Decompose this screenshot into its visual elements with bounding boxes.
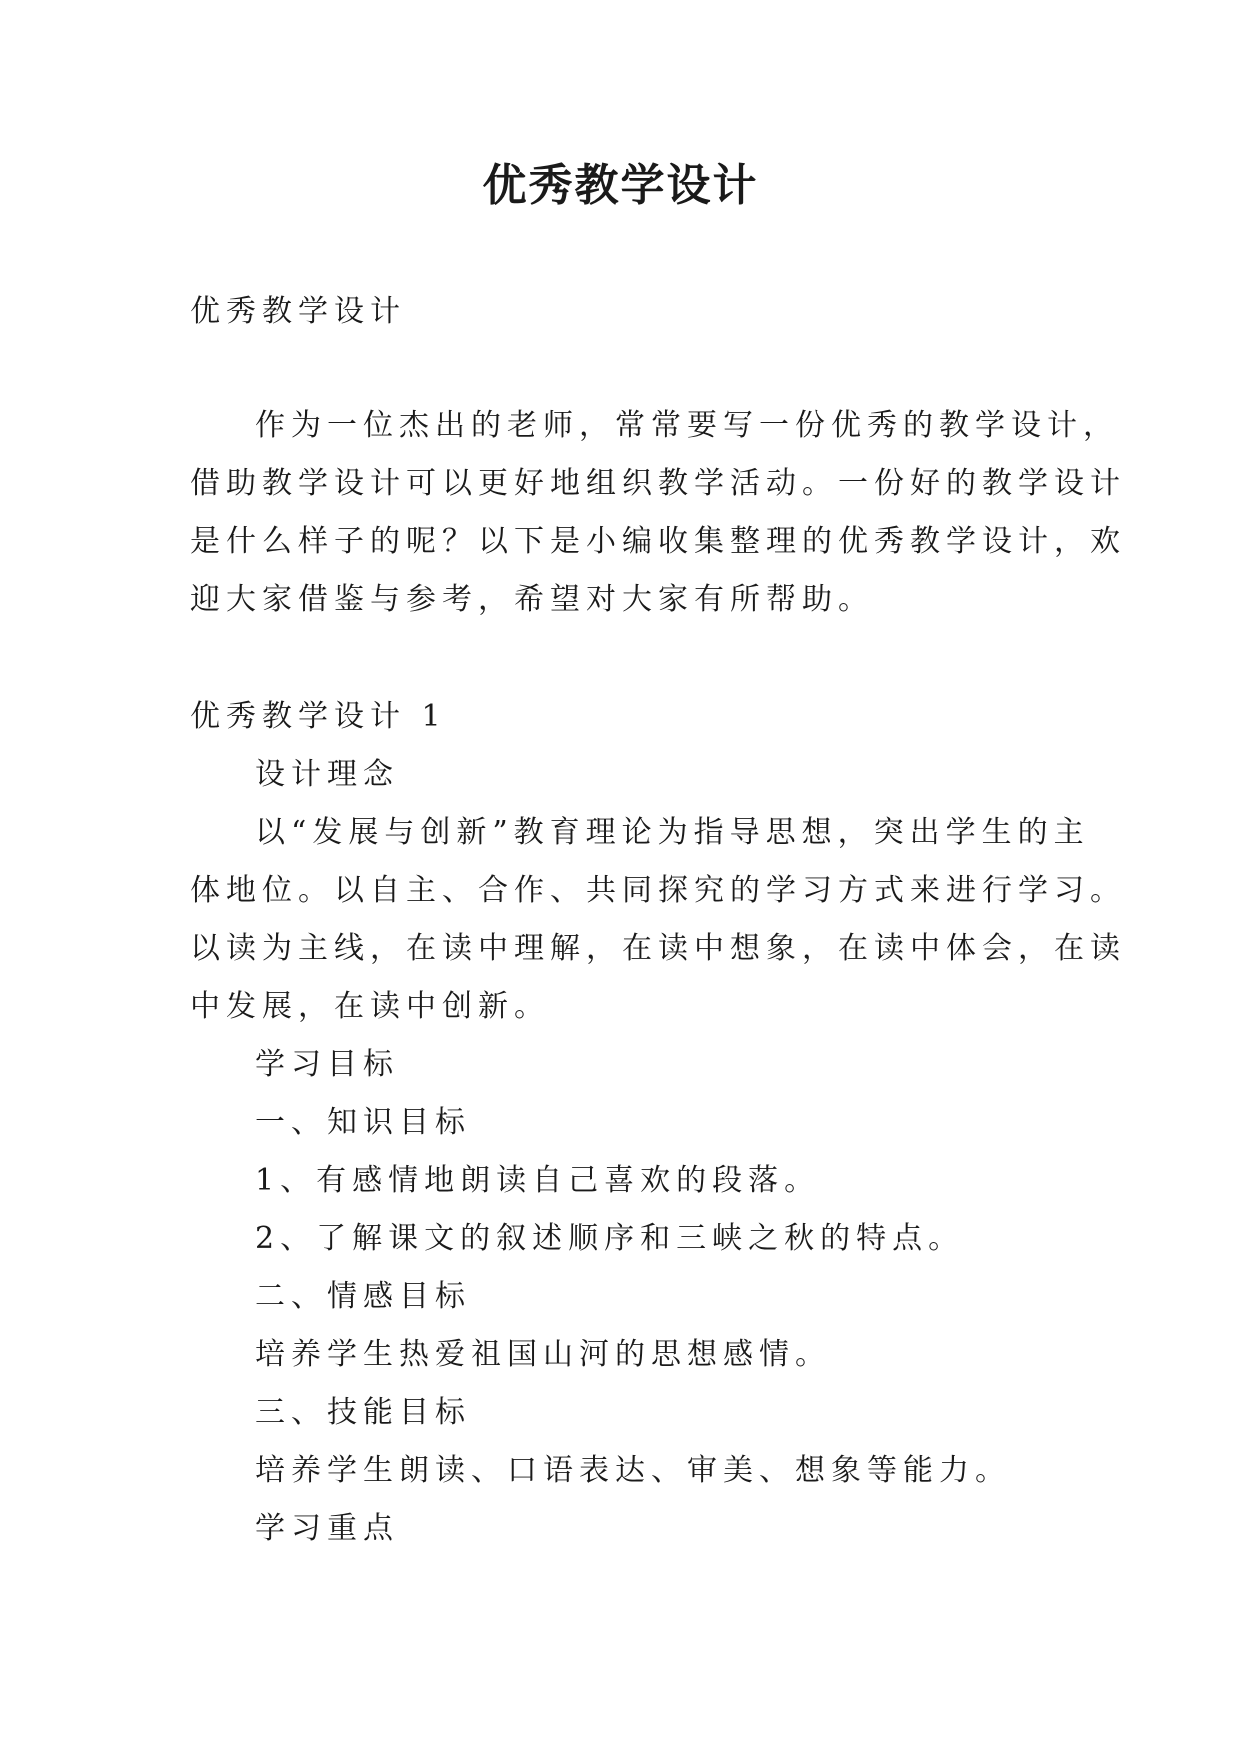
- list-heading: 二、情感目标: [255, 1279, 471, 1314]
- list-item: 1、有感情地朗读自己喜欢的段落。: [255, 1163, 821, 1198]
- sub-heading: 学习目标: [255, 1047, 399, 1082]
- paragraph-line: 迎大家借鉴与参考，希望对大家有所帮助。: [190, 582, 874, 617]
- section-heading: 优秀教学设计 1: [190, 699, 447, 734]
- paragraph-line: 以“发展与创新”教育理论为指导思想，突出学生的主: [255, 815, 1090, 850]
- list-item: 2、了解课文的叙述顺序和三峡之秋的特点。: [255, 1221, 965, 1256]
- paragraph-line: 借助教学设计可以更好地组织教学活动。一份好的教学设计: [190, 466, 1126, 501]
- paragraph-line: 以读为主线，在读中理解，在读中想象，在读中体会，在读: [190, 931, 1126, 966]
- list-item: 培养学生朗读、口语表达、审美、想象等能力。: [255, 1453, 1011, 1488]
- paragraph-line: 是什么样子的呢？以下是小编收集整理的优秀教学设计，欢: [190, 524, 1126, 559]
- sub-heading: 设计理念: [255, 757, 399, 792]
- paragraph-line: 作为一位杰出的老师，常常要写一份优秀的教学设计，: [255, 408, 1119, 443]
- document-title: 优秀教学设计: [482, 160, 759, 211]
- list-item: 培养学生热爱祖国山河的思想感情。: [255, 1337, 831, 1372]
- paragraph-line: 体地位。以自主、合作、共同探究的学习方式来进行学习。: [190, 873, 1126, 908]
- subtitle: 优秀教学设计: [190, 294, 406, 329]
- list-heading: 一、知识目标: [255, 1105, 471, 1140]
- list-heading: 三、技能目标: [255, 1395, 471, 1430]
- paragraph-line: 中发展，在读中创新。: [190, 989, 550, 1024]
- sub-heading: 学习重点: [255, 1511, 399, 1546]
